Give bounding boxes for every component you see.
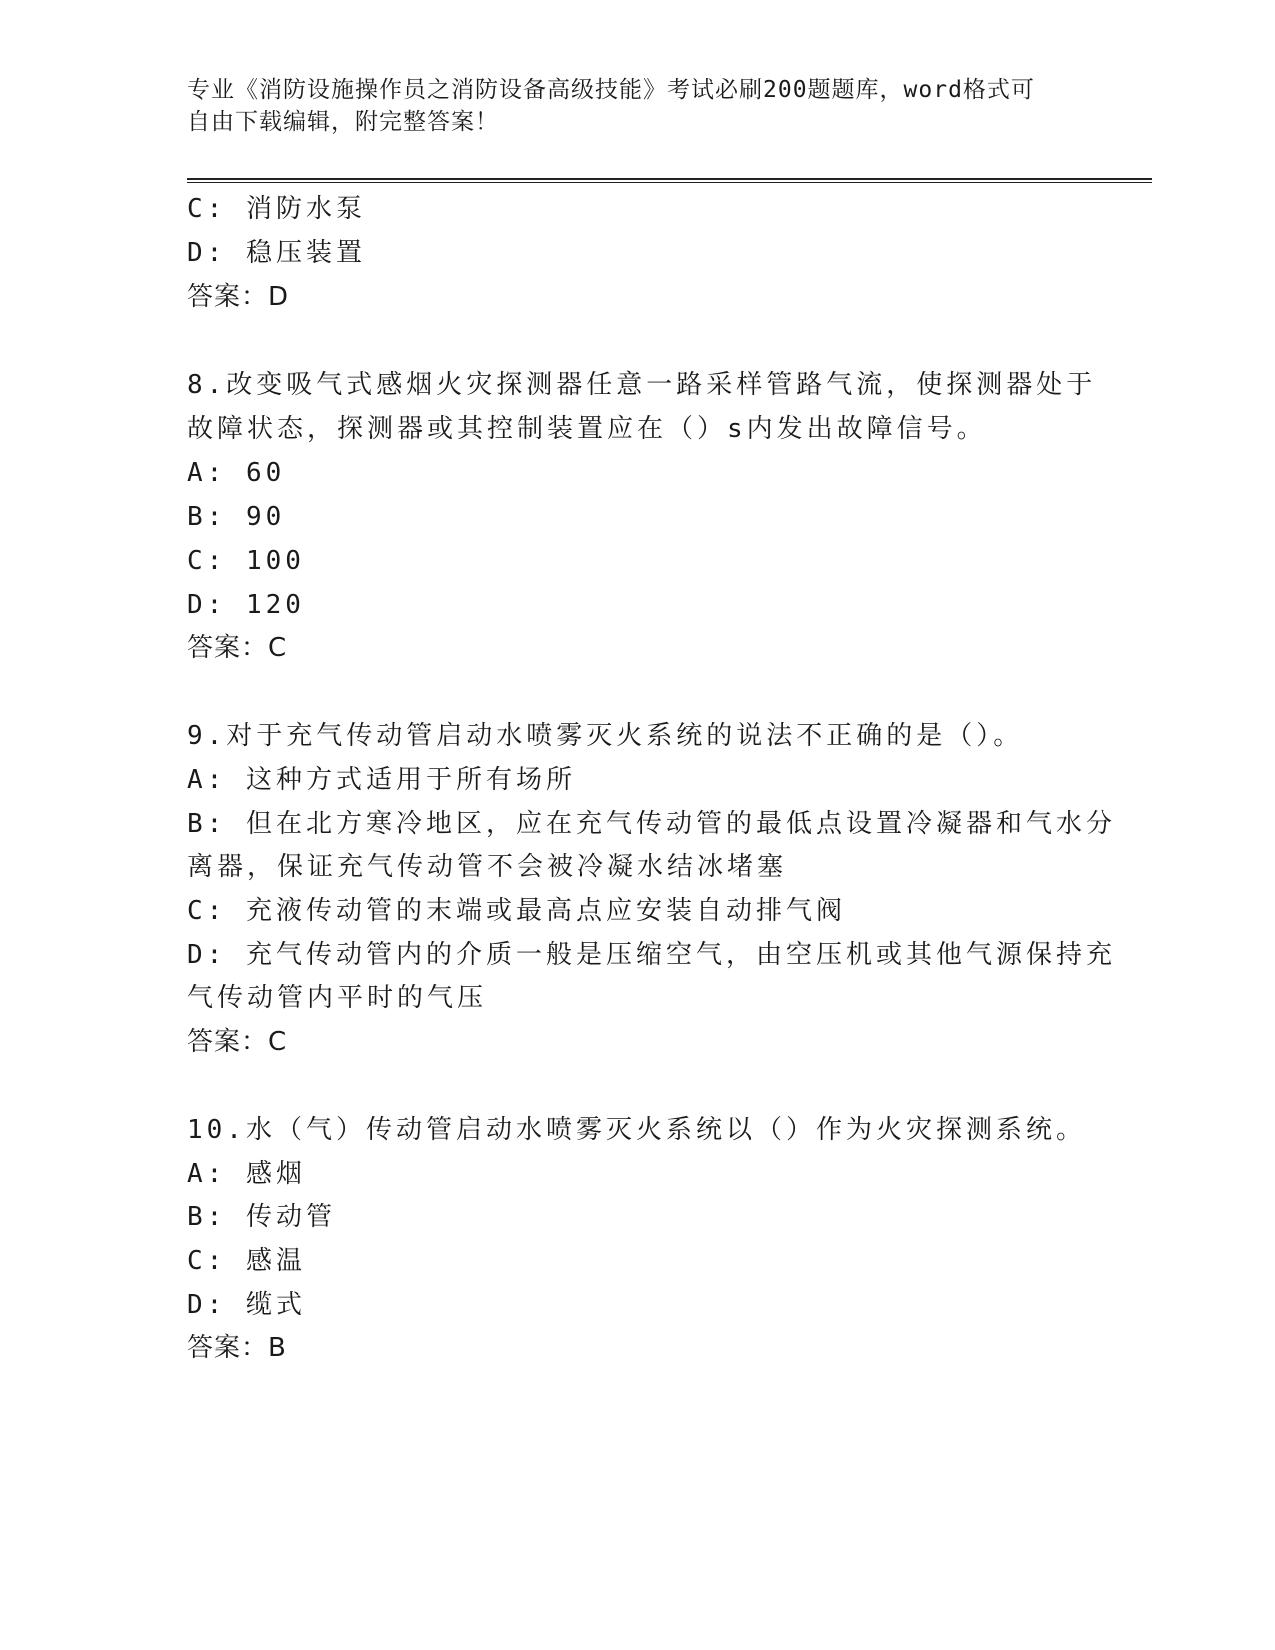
q8-stem-line-1: 8.改变吸气式感烟火灾探测器任意一路采样管路气流，使探测器处于 — [187, 370, 1097, 400]
q7-answer: 答案：D — [187, 282, 290, 312]
q9-option-d-line-1: D: 充气传动管内的介质一般是压缩空气，由空压机或其他气源保持充 — [187, 940, 1116, 970]
q9-option-c: C: 充液传动管的末端或最高点应安装自动排气阀 — [187, 896, 846, 926]
header-line-2: 自由下载编辑，附完整答案！ — [187, 109, 499, 135]
q9-option-b-line-2: 离器，保证充气传动管不会被冷凝水结冰堵塞 — [187, 852, 788, 882]
q8-option-a: A: 60 — [187, 458, 286, 488]
q7-option-d: D: 稳压装置 — [187, 238, 366, 268]
q9-option-b-line-1: B: 但在北方寒冷地区，应在充气传动管的最低点设置冷凝器和气水分 — [187, 809, 1116, 839]
q8-stem-line-2: 故障状态，探测器或其控制装置应在（）s内发出故障信号。 — [187, 414, 987, 444]
q7-option-c: C: 消防水泵 — [187, 194, 366, 224]
q10-answer: 答案：B — [187, 1333, 287, 1363]
header-divider-thin — [187, 182, 1152, 183]
q8-option-b: B: 90 — [187, 502, 286, 532]
q10-option-a: A: 感烟 — [187, 1159, 306, 1189]
q10-option-c: C: 感温 — [187, 1246, 306, 1276]
q8-option-c: C: 100 — [187, 546, 305, 576]
q10-option-b: B: 传动管 — [187, 1202, 336, 1232]
q9-option-d-line-2: 气传动管内平时的气压 — [187, 983, 488, 1013]
q8-option-d: D: 120 — [187, 590, 305, 620]
page-header — [187, 74, 1067, 138]
q8-answer: 答案：C — [187, 633, 288, 663]
q9-stem: 9.对于充气传动管启动水喷雾灭火系统的说法不正确的是（）。 — [187, 721, 1024, 751]
header-divider-thick — [187, 178, 1152, 180]
q9-option-a: A: 这种方式适用于所有场所 — [187, 765, 576, 795]
q10-stem: 10.水（气）传动管启动水喷雾灭火系统以（）作为火灾探测系统。 — [187, 1115, 1086, 1145]
header-line-1: 专业《消防设施操作员之消防设备高级技能》考试必刷200题题库，word格式可 — [187, 77, 1035, 103]
q9-answer: 答案：C — [187, 1027, 288, 1057]
q10-option-d: D: 缆式 — [187, 1290, 306, 1320]
